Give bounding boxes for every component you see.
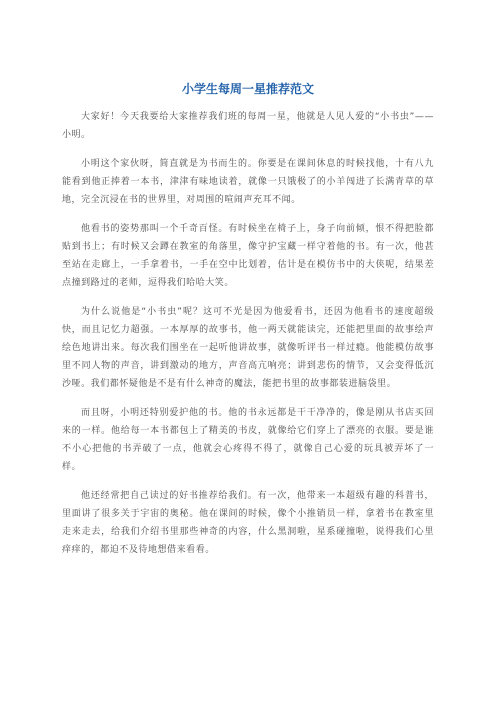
paragraph-cares-for-books: 而且呀，小明还特别爱护他的书。他的书永远都是干干净净的，像是刚从书店买回来的一样。他给每一本书都包上了精美的书皮，就像给它们穿上了漂亮的衣服。要是谁不小心把他的书弄破了一点，他就会心疼得不得了，就像自己心爱的玩具被弄坏了一样。 — [62, 408, 434, 472]
paragraph-why-bookworm: 为什么说他是“小书虫”呢？这可不光是因为他爱看书，还因为他看书的速度超级快，而且记忆力超强。一本厚厚的故事书，他一两天就能读完，还能把里面的故事绘声绘色地讲出来。每次我们围坐在一起听他讲故事，就像听评书一样过瘾。他能模仿故事里不同人物的声音，讲到激动的地方，声音高亢响亮；讲到悲伤的情节，又会变得低沉沙哑。我们都怀疑他是不是有什么神奇的魔法，能把书里的故事都装进脑袋里。 — [62, 307, 434, 389]
paragraph-recommends-books: 他还经常把自己读过的好书推荐给我们。有一次，他带来一本超级有趣的科普书，里面讲了很多关于宇宙的奥秘。他在课间的时候，像个小推销员一样，拿着书在教室里走来走去，给我们介绍书里那些神奇的内容，什么黑洞啦，星系碰撞啦，说得我们心里痒痒的，都迫不及待地想借来看看。 — [62, 491, 434, 555]
paragraph-intro: 大家好！今天我要给大家推荐我们班的每周一星，他就是人见人爱的“小书虫”——小明。 — [62, 112, 434, 140]
document-title: 小学生每周一星推荐范文 — [181, 82, 314, 96]
paragraph-born-for-books: 小明这个家伙呀，简直就是为书而生的。你要是在课间休息的时候找他，十有八九能看到他正捧着一本书，津津有味地读着，就像一只饿极了的小羊闯进了长满青草的草地，完全沉浸在书的世界里，对周围的喧闹声充耳不闻。 — [62, 159, 434, 205]
paragraph-reading-postures: 他看书的姿势那叫一个千奇百怪。有时候坐在椅子上，身子向前倾，恨不得把脸都贴到书上；有时候又会蹲在教室的角落里，像守护宝藏一样守着他的书。有一次，他甚至站在走廊上，一手拿着书，一手在空中比划着，估计是在模仿书中的大侠呢，结果差点撞到路过的老师，逗得我们哈哈大笑。 — [62, 224, 434, 288]
